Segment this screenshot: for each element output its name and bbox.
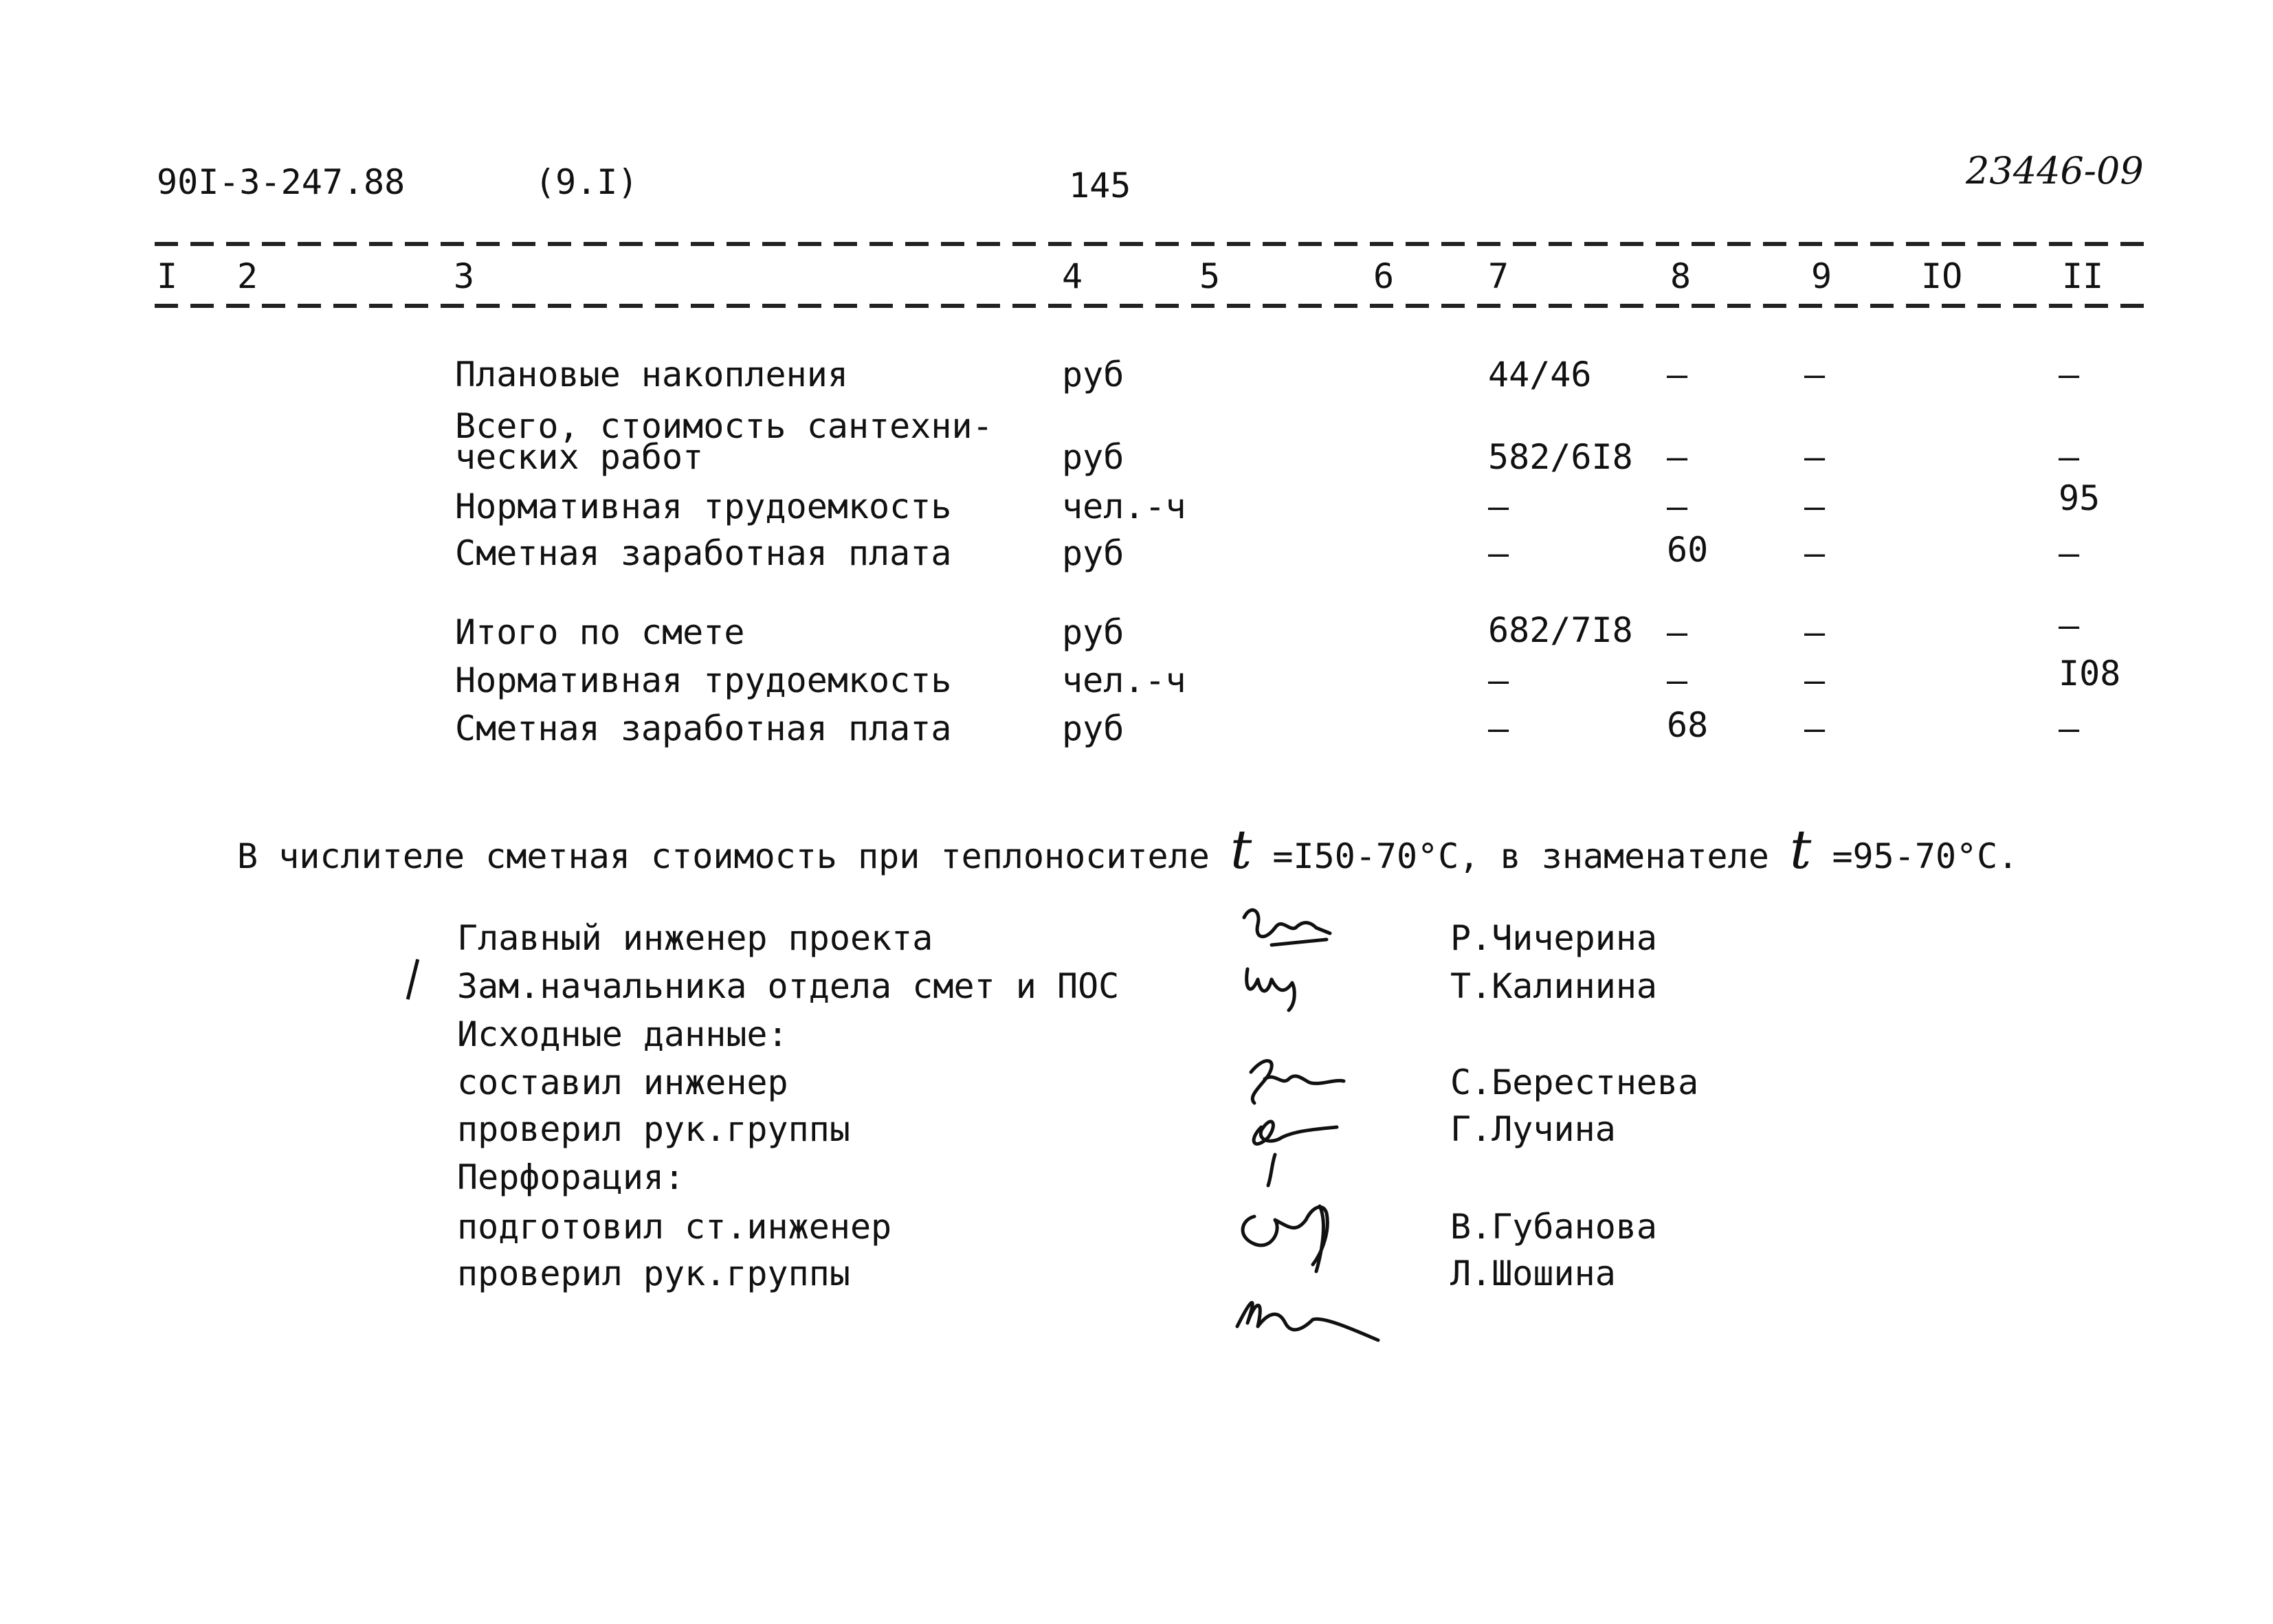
note-text bbox=[237, 819, 2019, 881]
signatory-name: Г.Лучина bbox=[1450, 1109, 1616, 1149]
row-col7: – bbox=[1488, 660, 1509, 700]
row-col7: – bbox=[1488, 487, 1509, 526]
signature-section-heading: Перфорация: bbox=[457, 1157, 685, 1197]
column-header: II bbox=[2062, 256, 2104, 296]
row-name: Нормативная трудоемкость bbox=[455, 660, 952, 700]
row-unit: руб bbox=[1062, 355, 1124, 394]
row-unit: руб bbox=[1062, 612, 1124, 652]
margin-tick bbox=[406, 959, 419, 999]
row-col8: – bbox=[1667, 355, 1688, 394]
row-col9: – bbox=[1804, 533, 1826, 573]
row-unit: руб bbox=[1062, 533, 1124, 573]
row-col11: – bbox=[2059, 605, 2080, 645]
note-part3: =95-70°C. bbox=[1832, 836, 2019, 876]
header-top-rule bbox=[155, 242, 2144, 246]
signatory-name: Т.Калинина bbox=[1450, 966, 1658, 1006]
row-col8: 60 bbox=[1667, 530, 1709, 570]
signature-role: проверил рук.группы bbox=[457, 1109, 850, 1149]
row-col11: – bbox=[2059, 533, 2080, 573]
column-header: 4 bbox=[1062, 256, 1083, 296]
signature-kalinina bbox=[1247, 969, 1295, 1010]
note-part1: В числителе сметная стоимость при теплоносителе bbox=[237, 836, 1210, 876]
page-number: 145 bbox=[1069, 166, 1131, 205]
signature-shoshina bbox=[1237, 1302, 1378, 1340]
row-name: Всего, стоимость сантехни- bbox=[455, 406, 993, 446]
column-header: 7 bbox=[1488, 256, 1509, 296]
row-unit: чел.-ч bbox=[1062, 487, 1186, 526]
column-header: 2 bbox=[237, 256, 258, 296]
row-col8: – bbox=[1667, 437, 1688, 477]
t-symbol: t bbox=[1789, 819, 1812, 881]
column-header: 9 bbox=[1811, 256, 1832, 296]
row-name: Нормативная трудоемкость bbox=[455, 487, 952, 526]
signature-role: составил инженер bbox=[457, 1063, 788, 1102]
signature-role: подготовил ст.инженер bbox=[457, 1207, 892, 1247]
row-col8: – bbox=[1667, 612, 1688, 652]
signatory-name: Л.Шошина bbox=[1450, 1254, 1616, 1293]
row-name: Итого по смете bbox=[455, 612, 745, 652]
row-name: Плановые накопления bbox=[455, 355, 848, 394]
row-col11: I08 bbox=[2059, 654, 2121, 693]
row-unit: руб bbox=[1062, 437, 1124, 477]
row-unit: руб bbox=[1062, 709, 1124, 748]
row-name: Сметная заработная плата bbox=[455, 533, 952, 573]
row-col7: 682/7I8 bbox=[1488, 610, 1633, 650]
signature-berestneva bbox=[1251, 1061, 1344, 1103]
document-code: 90I-3-247.88 bbox=[157, 162, 406, 202]
column-header: 5 bbox=[1199, 256, 1221, 296]
signature-role: проверил рук.группы bbox=[457, 1254, 850, 1293]
archive-number: 23446-09 bbox=[1966, 149, 2144, 192]
row-col9: – bbox=[1804, 612, 1826, 652]
signature-role: Главный инженер проекта bbox=[457, 918, 933, 958]
header-bottom-rule bbox=[155, 304, 2144, 308]
signatory-name: В.Губанова bbox=[1450, 1207, 1658, 1247]
signature-section-heading: Исходные данные: bbox=[457, 1014, 788, 1054]
row-col7: 44/46 bbox=[1488, 355, 1592, 394]
handwritten-signatures bbox=[1223, 893, 1450, 1361]
row-col11: 95 bbox=[2059, 478, 2100, 518]
signature-role: Зам.начальника отдела смет и ПОС bbox=[457, 966, 1120, 1006]
signatory-name: С.Берестнева bbox=[1450, 1063, 1699, 1102]
signatory-name: Р.Чичерина bbox=[1450, 918, 1658, 958]
row-unit: чел.-ч bbox=[1062, 660, 1186, 700]
column-header: 3 bbox=[454, 256, 475, 296]
row-col11: – bbox=[2059, 709, 2080, 748]
row-col8: – bbox=[1667, 487, 1688, 526]
signature-chicherina bbox=[1244, 910, 1330, 945]
signature-gubanova bbox=[1243, 1206, 1327, 1271]
row-col9: – bbox=[1804, 437, 1826, 477]
column-header: I bbox=[157, 256, 178, 296]
row-col9: – bbox=[1804, 355, 1826, 394]
row-col8: 68 bbox=[1667, 705, 1709, 745]
column-header: IO bbox=[1921, 256, 1963, 296]
row-col11: – bbox=[2059, 355, 2080, 394]
row-col7: 582/6I8 bbox=[1488, 437, 1633, 477]
t-symbol: t bbox=[1230, 819, 1252, 881]
row-col8: – bbox=[1667, 660, 1688, 700]
row-col9: – bbox=[1804, 660, 1826, 700]
row-name: Сметная заработная плата bbox=[455, 709, 952, 748]
column-header: 8 bbox=[1670, 256, 1692, 296]
row-name-continued: ческих работ bbox=[455, 437, 704, 477]
section-number: (9.I) bbox=[535, 162, 639, 202]
row-col9: – bbox=[1804, 487, 1826, 526]
row-col11: – bbox=[2059, 437, 2080, 477]
row-col7: – bbox=[1488, 533, 1509, 573]
signature-luchina bbox=[1254, 1122, 1337, 1186]
row-col7: – bbox=[1488, 709, 1509, 748]
row-col9: – bbox=[1804, 709, 1826, 748]
note-part2: =I50-70°C, в знаменателе bbox=[1272, 836, 1769, 876]
column-header: 6 bbox=[1373, 256, 1395, 296]
